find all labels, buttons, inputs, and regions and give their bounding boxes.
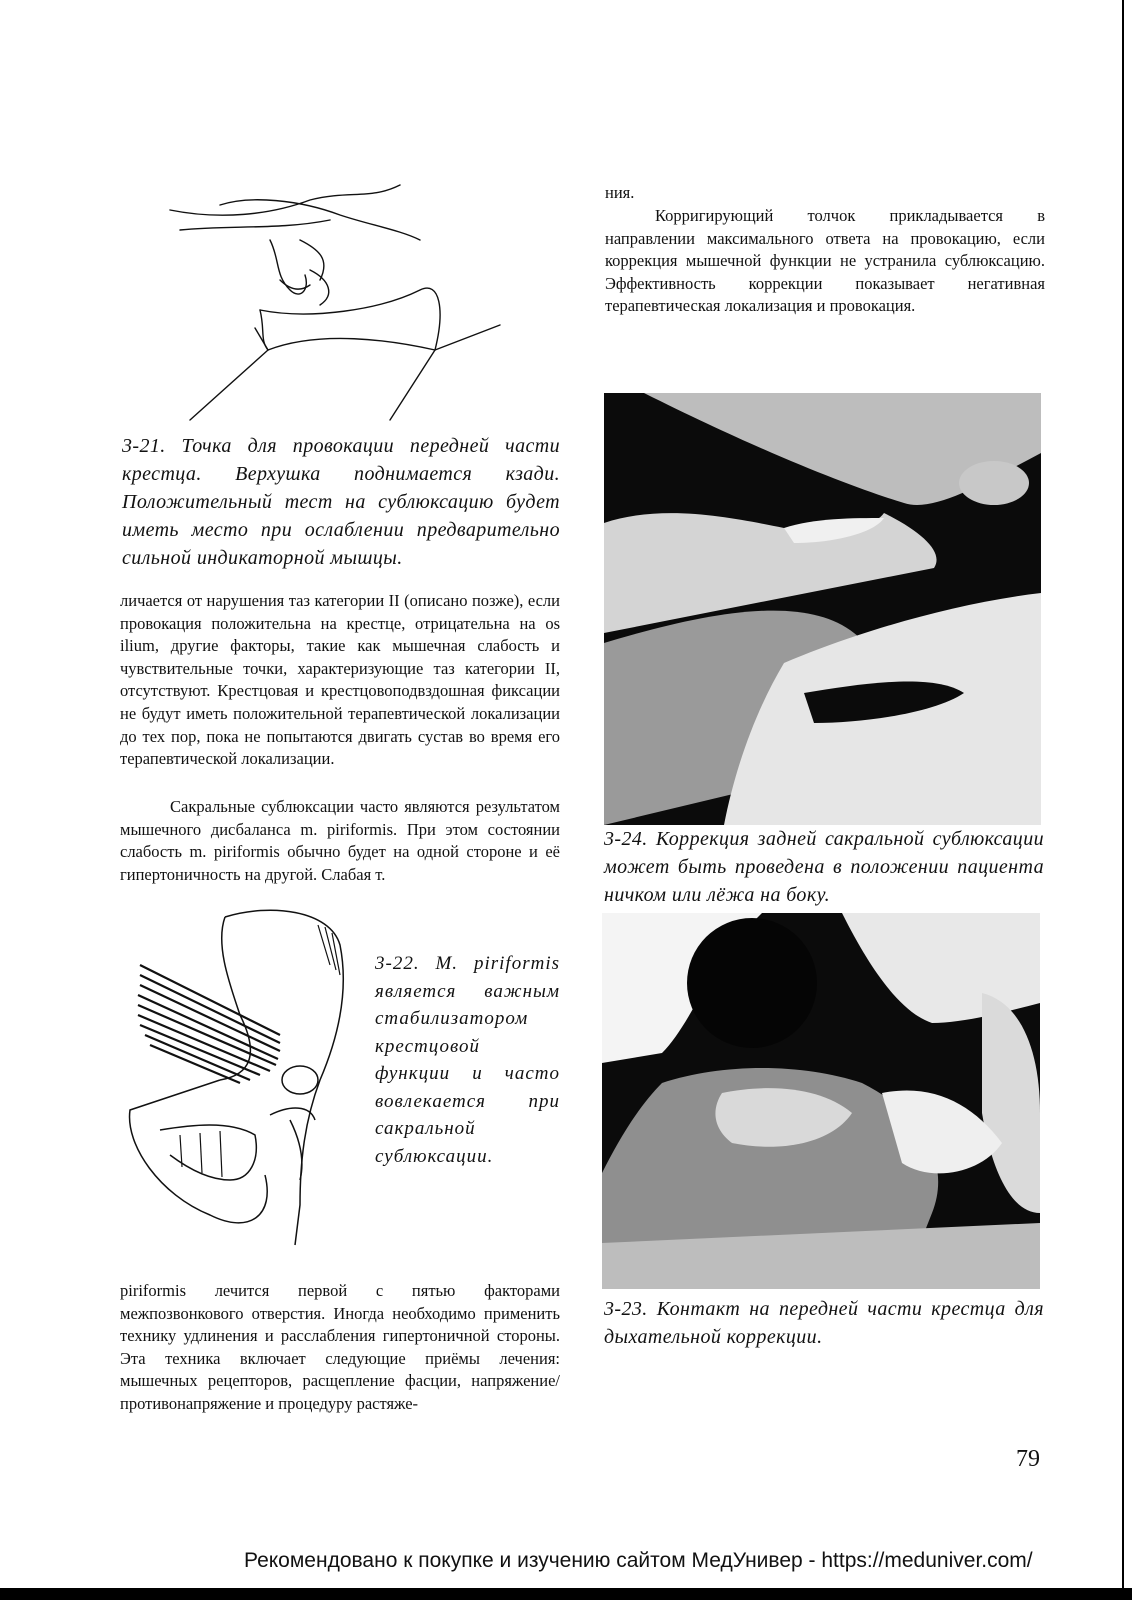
figure-3-21-drawing bbox=[160, 180, 520, 430]
figure-3-22-caption: 3-22. M. piriformis является важным стабилизатором крестцовой функции и часто вовлекается при сакральной сублюксации. bbox=[375, 953, 560, 1167]
right-edge-rule bbox=[1122, 0, 1124, 1590]
page-number: 79 bbox=[1016, 1446, 1040, 1472]
figure-3-24-image bbox=[604, 393, 1041, 825]
right-top-fragment: ния. bbox=[605, 183, 635, 202]
figure-3-24-caption: 3-24. Коррекция задней сакральной сублюксации может быть проведена в положении пациента ничком или лёжа на боку. bbox=[604, 828, 1044, 906]
left-paragraph-1: личается от нарушения таз категории II (описано позже), если провокация положительна на крестце, отрицательна на os ilium, другие факторы, такие как мышечная слабость и чувствительные точки, характеризующие таз категории II, отсутствуют. Крестцовая и крестцовоподвздошная фиксации не будут иметь положительной терапевтической локализации до тех пор, пока не попытаются двигать сустав во время его терапевтической локализации. bbox=[120, 591, 560, 769]
figure-3-21-caption: 3-21. Точка для провокации передней части крестца. Верхушка поднимается кзади. Положительный тест на сублюксацию будет иметь место при ослаблении предварительно сильной индикаторной мышцы. bbox=[122, 435, 560, 569]
footer-text: Рекомендовано к покупке и изучению сайтом МедУнивер - https://meduniver.com/ bbox=[244, 1549, 1033, 1572]
figure-3-23-image bbox=[602, 913, 1040, 1289]
left-paragraph-3: piriformis лечится первой с пятью факторами межпозвонкового отверстия. Иногда необходимо применить технику удлинения и расслабления гипертоничной стороны. Эта техника включает следующие приёмы лечения: мышечных рецепторов, расщепление фасции, напряжение/противонапряжение и процедуру растяже- bbox=[120, 1281, 560, 1413]
left-paragraph-2: Сакральные сублюксации часто являются результатом мышечного дисбаланса m. piriformis. При этом состоянии слабость m. piriformis обычно будет на одной стороне и её гипертоничность на другой. Слабая т. bbox=[120, 797, 560, 884]
figure-3-23-caption: 3-23. Контакт на передней части крестца для дыхательной коррекции. bbox=[604, 1298, 1044, 1348]
figure-3-22-drawing bbox=[120, 905, 365, 1250]
bottom-edge-bar bbox=[0, 1588, 1132, 1600]
figure-3-23-photo bbox=[602, 913, 1040, 1289]
figure-3-24-photo bbox=[604, 393, 1041, 825]
right-paragraph-1: Корригирующий толчок прикладывается в направлении максимального ответа на провокацию, если коррекция мышечной функции не устранила сублюксацию. Эффективность коррекции показывает негативная терапевтическая локализация и провокация. bbox=[605, 206, 1045, 316]
